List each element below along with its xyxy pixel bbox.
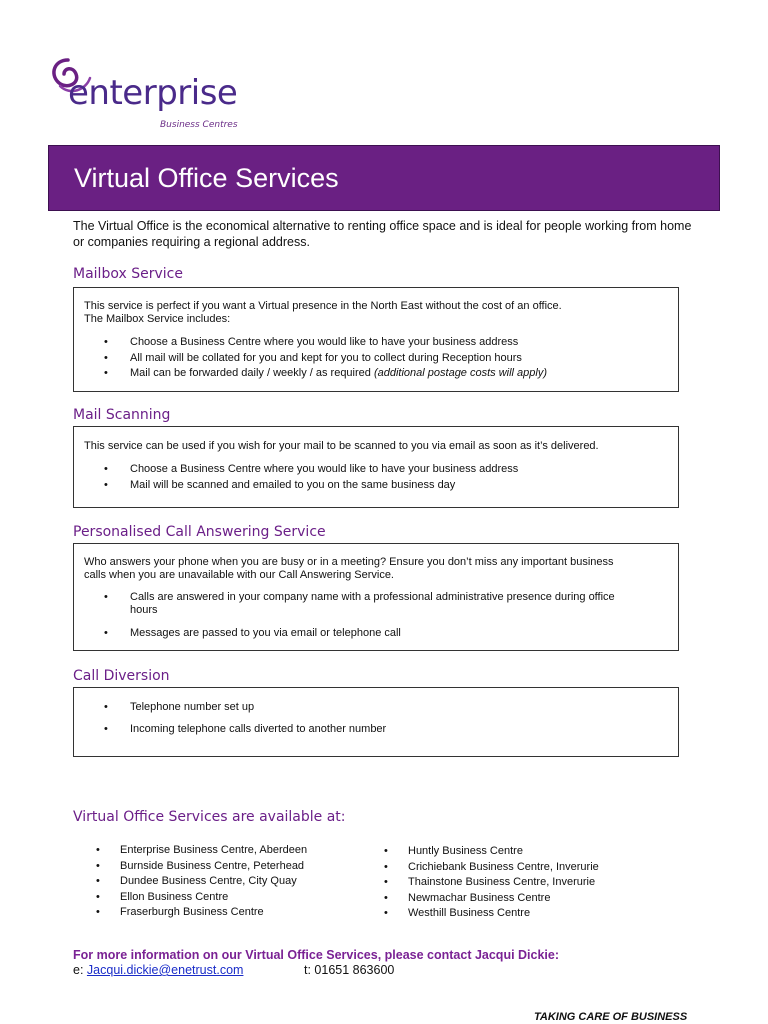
call-answering-box	[73, 543, 679, 651]
mailbox-service-box	[73, 287, 679, 392]
list-item: • All mail will be collated for you and kept for you to collect during Reception hours	[104, 352, 664, 365]
text-line: The Mailbox Service includes:	[84, 313, 231, 325]
text-line: This service is perfect if you want a Virtual presence in the North East without the cost of an office.	[84, 300, 562, 312]
section-heading-call-answering: Personalised Call Answering Service	[73, 524, 326, 540]
email-link[interactable]: Jacqui.dickie@enetrust.com	[86, 963, 244, 977]
list-item: • Choose a Business Centre where you would like to have your business address	[104, 463, 664, 476]
contact-heading: For more information on our Virtual Office Services, please contact Jacqui Dickie:	[73, 948, 560, 962]
list-item: • Telephone number set up	[104, 701, 664, 714]
list-item: • Thainstone Business Centre, Inverurie	[384, 875, 599, 891]
locations-right-list	[384, 844, 599, 922]
text-line: calls when you are unavailable with our Call Answering Service.	[84, 569, 394, 581]
section-heading-call-diversion: Call Diversion	[73, 668, 170, 684]
list-item: • Mail can be forwarded daily / weekly / as required (additional postage costs will apply)	[104, 367, 664, 380]
section-heading-mailbox: Mailbox Service	[73, 266, 183, 282]
contact-details	[73, 963, 395, 977]
intro-paragraph: The Virtual Office is the economical alternative to renting office space and is ideal for people working from home or companies requiring a regional address.	[73, 219, 692, 249]
enterprise-logo	[46, 52, 246, 134]
list-item: • Huntly Business Centre	[384, 844, 599, 860]
list-item: • Fraserburgh Business Centre	[96, 905, 307, 921]
mailbox-bullet-list	[104, 336, 664, 380]
list-item: • Messages are passed to you via email or telephone call	[104, 627, 644, 640]
availability-heading: Virtual Office Services are available at:	[73, 809, 346, 825]
call-diversion-bullet-list	[104, 701, 664, 736]
page-title: Virtual Office Services	[74, 163, 339, 193]
mail-scanning-box	[73, 426, 679, 508]
text-line: Who answers your phone when you are busy or in a meeting? Ensure you don’t miss any important business	[84, 556, 614, 568]
call-diversion-box	[73, 687, 679, 757]
list-item: • Choose a Business Centre where you would like to have your business address	[104, 336, 664, 349]
list-item: • Incoming telephone calls diverted to another number	[104, 723, 664, 736]
list-item: • Mail will be scanned and emailed to you on the same business day	[104, 479, 664, 492]
tagline: TAKING CARE OF BUSINESS	[534, 1011, 688, 1023]
list-item: • Calls are answered in your company name with a professional administrative presence during office hours	[104, 591, 644, 617]
list-item: • Newmachar Business Centre	[384, 891, 599, 907]
call-answering-bullet-list	[104, 591, 644, 640]
list-item: • Ellon Business Centre	[96, 890, 307, 906]
box-text	[84, 300, 664, 326]
list-item: • Enterprise Business Centre, Aberdeen	[96, 843, 307, 859]
title-banner	[48, 145, 720, 211]
box-text	[84, 556, 664, 582]
mail-scanning-bullet-list	[104, 463, 664, 492]
postage-note: (additional postage costs will apply)	[373, 367, 548, 379]
phone-number: t: 01651 863600	[304, 963, 395, 977]
logo-subtitle: Business Centres	[160, 120, 238, 130]
logo-wordmark: enterprise	[68, 73, 238, 113]
email-label: e:	[73, 963, 84, 977]
list-item: • Crichiebank Business Centre, Inverurie	[384, 860, 599, 876]
box-text: This service can be used if you wish for your mail to be scanned to you via email as soon as it’s delivered.	[84, 440, 599, 452]
locations-left-list	[96, 843, 307, 921]
section-heading-mail-scanning: Mail Scanning	[73, 407, 171, 423]
list-item: • Dundee Business Centre, City Quay	[96, 874, 307, 890]
list-item: • Burnside Business Centre, Peterhead	[96, 859, 307, 875]
list-item: • Westhill Business Centre	[384, 906, 599, 922]
